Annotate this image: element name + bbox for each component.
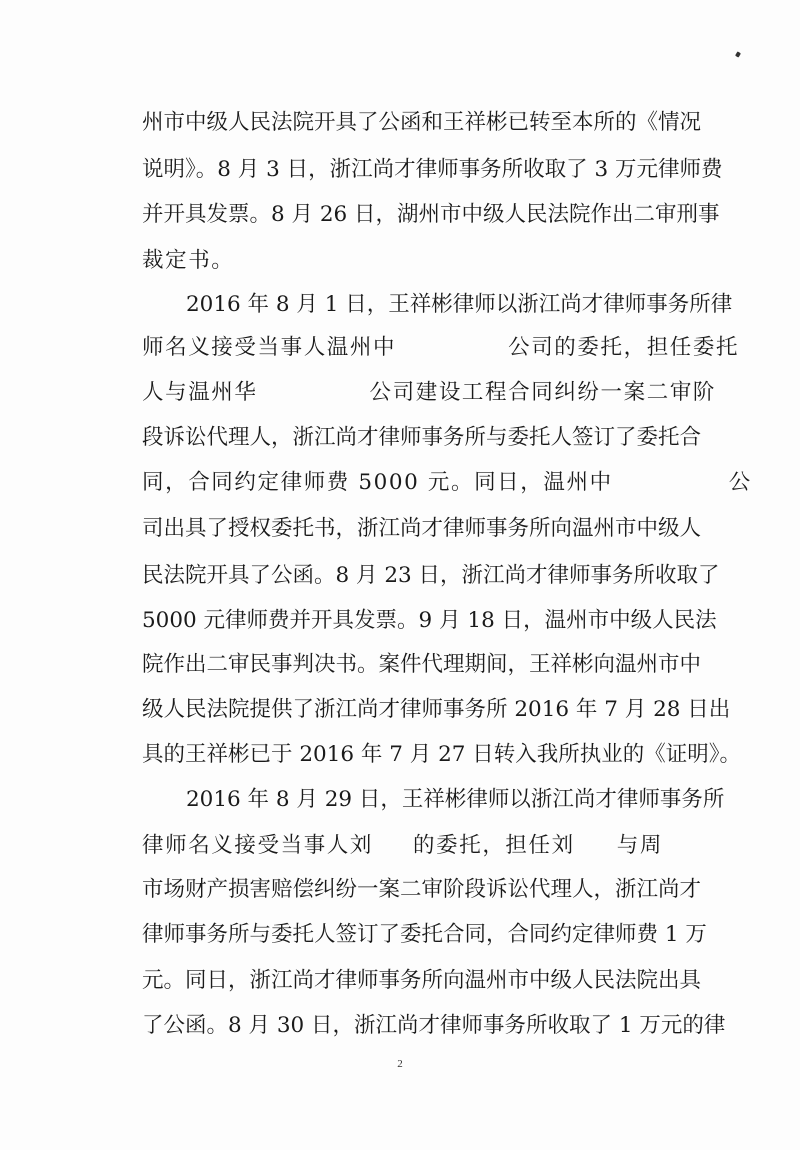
- redacted-text-after: 公司的委托，担任委托: [508, 335, 740, 360]
- page-number: 2: [397, 1058, 403, 1070]
- redacted-text-before: 人与温州华: [142, 380, 258, 405]
- redaction-gap: [396, 337, 508, 359]
- redacted-text-before: 师名义接受当事人温州中: [142, 335, 397, 360]
- text-line: [142, 333, 740, 363]
- text-line: 民法院开具了公函。8 月 23 日，浙江尚才律师事务所收取了: [142, 563, 720, 588]
- redacted-text-before: 律师名义接受当事人刘: [142, 833, 374, 858]
- text-line: 段诉讼代理人，浙江尚才律师事务所与委托人签订了委托合: [142, 425, 702, 450]
- redacted-text-after: 公司建设工程合同纠纷一案二审阶: [369, 380, 717, 405]
- text-line: 具的王祥彬已于 2016 年 7 月 27 日转入我所执业的《证明》。: [142, 742, 742, 767]
- scan-speck: [735, 51, 741, 57]
- text-line: 院作出二审民事判决书。案件代理期间，王祥彬向温州市中: [142, 652, 702, 677]
- text-line: 元。同日，浙江尚才律师事务所向温州市中级人民法院出具: [142, 968, 702, 993]
- text-line: 并开具发票。8 月 26 日，湖州市中级人民法院作出二审刑事: [142, 202, 720, 227]
- redaction-gap: [613, 472, 729, 494]
- redaction-gap: [258, 382, 370, 404]
- paragraph-start-line: 2016 年 8 月 1 日，王祥彬律师以浙江尚才律师事务所律: [186, 292, 733, 317]
- text-line: 市场财产损害赔偿纠纷一案二审阶段诉讼代理人，浙江尚才: [142, 877, 702, 902]
- paragraph-start-line: 2016 年 8 月 29 日，王祥彬律师以浙江尚才律师事务所: [186, 787, 725, 812]
- redacted-text-after: 公: [728, 470, 752, 495]
- text-line: 说明》。8 月 3 日，浙江尚才律师事务所收取了 3 万元律师费: [142, 157, 723, 182]
- text-line: 5000 元律师费并开具发票。9 月 18 日，温州市中级人民法: [142, 608, 717, 633]
- text-line: 了公函。8 月 30 日，浙江尚才律师事务所收取了 1 万元的律: [142, 1013, 726, 1038]
- redaction-gap: [373, 835, 413, 857]
- text-line: 级人民法院提供了浙江尚才律师事务所 2016 年 7 月 28 日出: [142, 697, 731, 722]
- text-line: [142, 468, 752, 498]
- text-line: 裁定书。: [142, 248, 235, 273]
- text-line: [142, 378, 717, 408]
- redacted-text-after: 与周: [616, 833, 663, 858]
- text-line: 司出具了授权委托书，浙江尚才律师事务所向温州市中级人: [142, 516, 702, 541]
- text-line: 州市中级人民法院开具了公函和王祥彬已转至本所的《情况: [142, 110, 702, 135]
- redacted-text-before: 同，合同约定律师费 5000 元。同日，温州中: [142, 470, 613, 495]
- redaction-gap: [575, 835, 617, 857]
- redacted-text-middle: 的委托，担任刘: [413, 833, 575, 858]
- text-line: 律师事务所与委托人签订了委托合同，合同约定律师费 1 万: [142, 922, 707, 947]
- text-line: [142, 831, 702, 861]
